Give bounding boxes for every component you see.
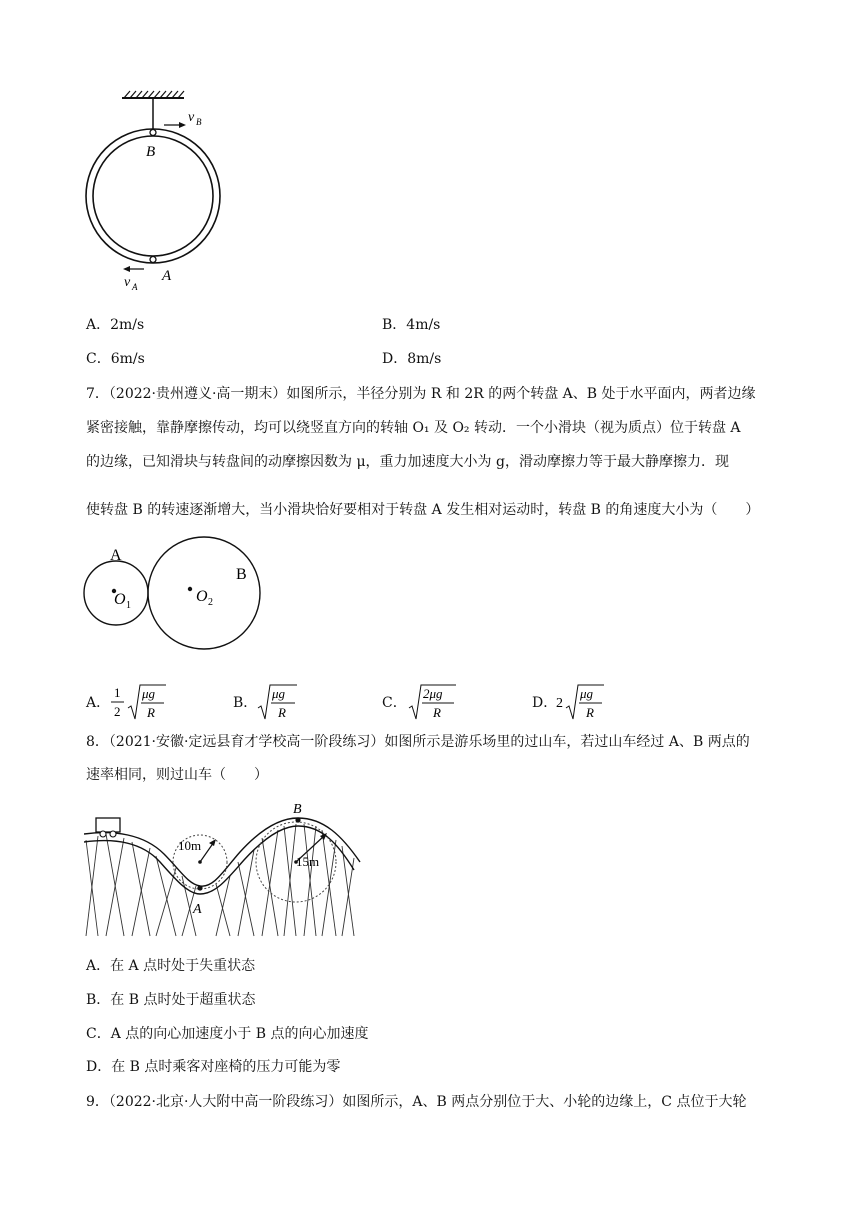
q8-option-a[interactable]: A．在 A 点时处于失重状态 (86, 958, 256, 974)
label-b: B (293, 802, 302, 817)
coef-denominator: 2 (114, 704, 121, 719)
q7-line-4: 使转盘 B 的转速逐渐增大，当小滑块恰好要相对于转盘 A 发生相对运动时，转盘 B 的角速度大小为（ ） (86, 502, 760, 518)
q8-line-2: 速率相同，则过山车（ ） (86, 767, 268, 783)
coaster-car (96, 818, 120, 832)
label-15m: 15m (296, 854, 320, 869)
q6-option-b[interactable]: B．4m/s (382, 317, 441, 333)
numerator: μg (580, 686, 594, 701)
point-a (197, 885, 202, 890)
coefficient: 2 (556, 696, 563, 711)
label-b: B (146, 144, 156, 160)
label-disc-a: A (110, 547, 122, 564)
q7-line-2: 紧密接触，靠静摩擦传动，均可以绕竖直方向的转轴 O₁ 及 O₂ 转动．一个小滑块（视为质点）位于转盘 A (86, 420, 741, 436)
q7-option-a[interactable] (86, 683, 206, 723)
denominator: R (278, 705, 286, 720)
q8-option-d[interactable]: D．在 B 点时乘客对座椅的压力可能为零 (86, 1059, 341, 1075)
label-a: A (193, 902, 202, 917)
ball-b (150, 130, 156, 136)
denominator: R (586, 705, 594, 720)
numerator: μg (272, 686, 286, 701)
velocity-arrowhead-b (179, 122, 186, 128)
label-vb: v (188, 110, 195, 125)
q7-option-c[interactable] (382, 683, 502, 723)
q7-line-3: 的边缘，已知滑块与转盘间的动摩擦因数为 μ，重力加速度大小为 g，滑动摩擦力等于最大静摩擦力．现 (86, 454, 729, 470)
label-o1-sub: 1 (126, 600, 131, 611)
label-va: v (124, 275, 131, 290)
q8-option-c[interactable]: C．A 点的向心加速度小于 B 点的向心加速度 (86, 1026, 369, 1042)
q7-line-1: 7．（2022·贵州遵义·高一期末）如图所示，半径分别为 R 和 2R 的两个转盘 A、B 处于水平面内，两者边缘 (86, 386, 756, 402)
label-o2: O (196, 588, 208, 605)
track-upper (84, 818, 360, 886)
q6-option-a[interactable]: A．2m/s (86, 317, 145, 333)
denominator: R (147, 705, 155, 720)
q7-option-b-formula (255, 683, 325, 723)
car-wheel-front (100, 831, 106, 837)
label-o2-sub: 2 (208, 597, 213, 608)
label-o1: O (114, 591, 126, 608)
q8-option-b[interactable]: B．在 B 点时处于超重状态 (86, 992, 256, 1008)
point-b (295, 817, 300, 822)
q7-option-d-letter: D． (532, 695, 558, 711)
label-10m: 10m (178, 838, 202, 853)
coef-numerator: 1 (114, 685, 121, 700)
ball-a (150, 257, 156, 263)
q6-option-c[interactable]: C．6m/s (86, 351, 145, 367)
label-a: A (162, 268, 172, 284)
numerator: μg (142, 686, 156, 701)
q7-option-a-letter: A． (86, 695, 111, 711)
velocity-arrowhead-a (123, 266, 130, 272)
radius-line-a (200, 842, 214, 862)
q6-option-d[interactable]: D．8m/s (382, 351, 442, 367)
q7-option-c-letter: C． (382, 695, 407, 711)
label-disc-b: B (236, 566, 247, 583)
axis-o2 (188, 587, 192, 591)
support-lattice (86, 824, 354, 936)
q7-option-d-formula (554, 683, 634, 723)
ring-figure (80, 88, 230, 303)
q7-option-a-formula (110, 683, 190, 723)
center-a (198, 860, 202, 864)
label-vb-sub: B (196, 117, 202, 127)
q7-option-b[interactable] (233, 683, 353, 723)
label-va-sub: A (132, 282, 138, 292)
q7-option-b-letter: B． (233, 695, 258, 711)
denominator: R (433, 705, 441, 720)
ceiling-hatch (124, 91, 184, 98)
radius-arrowhead-a (209, 839, 216, 846)
q7-option-d[interactable] (532, 683, 652, 723)
q8-line-1: 8．（2021·安徽·定远县育才学校高一阶段练习）如图所示是游乐场里的过山车，若过山车经过 A、B 两点的 (86, 734, 750, 750)
turntables-figure (80, 535, 280, 670)
q7-option-c-formula (406, 683, 486, 723)
roller-coaster-figure (84, 800, 364, 938)
q9-line-1: 9．（2022·北京·人大附中高一阶段练习）如图所示，A、B 两点分别位于大、小轮的边缘上，C 点位于大轮 (86, 1094, 747, 1110)
car-wheel-rear (110, 831, 116, 837)
numerator: 2μg (423, 686, 443, 701)
